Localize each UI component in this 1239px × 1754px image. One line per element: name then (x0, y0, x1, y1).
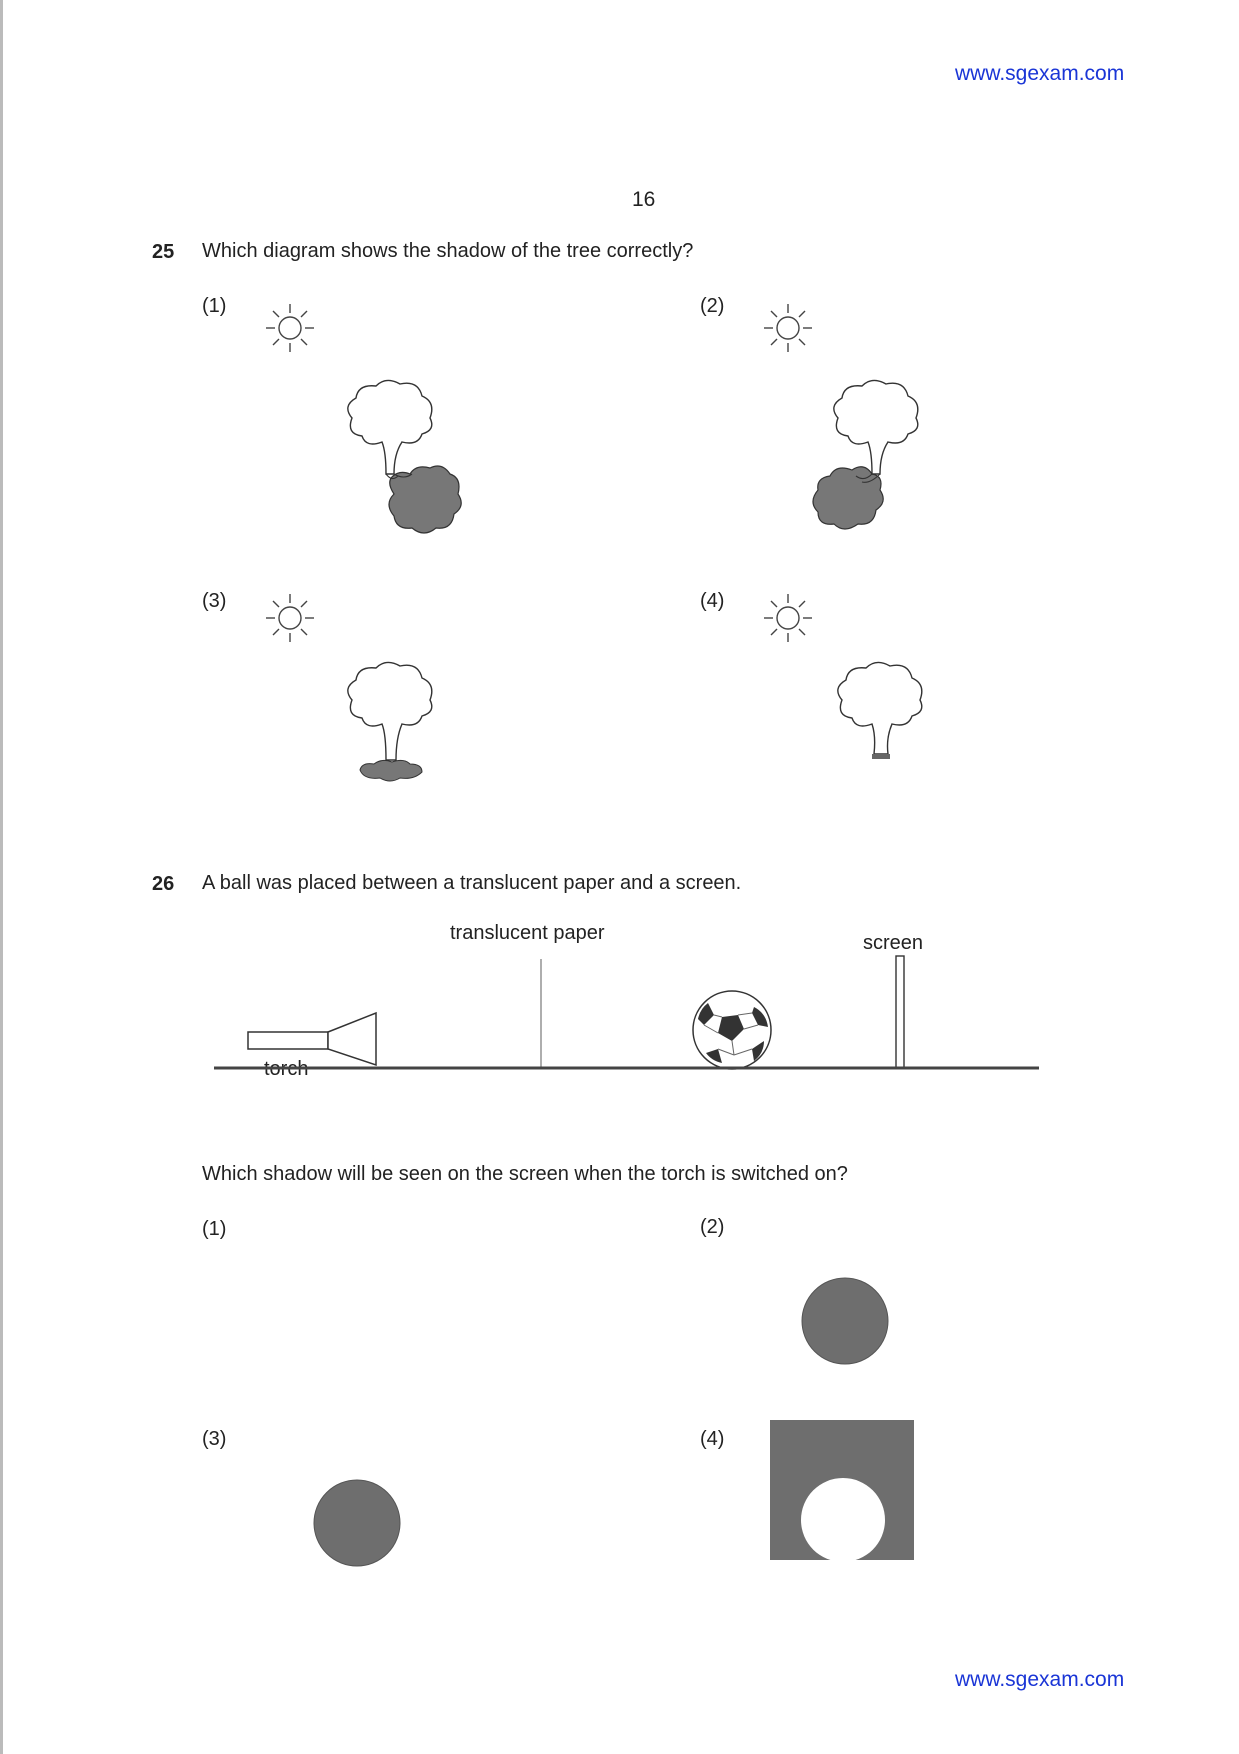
soccer-ball-icon (693, 991, 771, 1069)
sun-icon-1 (262, 300, 318, 356)
q25-text: Which diagram shows the shadow of the tree correctly? (202, 240, 694, 262)
website-footer-link[interactable]: www.sgexam.com (955, 1668, 1125, 1691)
q25-option-4-label[interactable]: (4) (700, 590, 725, 612)
q25-number: 25 (152, 241, 175, 263)
website-header-link[interactable]: www.sgexam.com (955, 62, 1125, 85)
label-torch: torch (264, 1058, 309, 1080)
scan-edge (0, 0, 3, 1754)
tree-diagram-option-4 (828, 660, 948, 780)
q25-option-2-label[interactable]: (2) (700, 295, 725, 317)
q26-option-4-label[interactable]: (4) (700, 1428, 725, 1450)
shadow-option-4-square-with-light-circle (770, 1420, 914, 1560)
q25-option-3-label[interactable]: (3) (202, 590, 227, 612)
page-number: 16 (632, 188, 656, 211)
screen-board (896, 956, 904, 1068)
q26-number: 26 (152, 873, 175, 895)
tree-diagram-option-1 (338, 378, 478, 538)
sun-icon-3 (262, 590, 318, 646)
torch-icon (248, 1013, 376, 1065)
sun-icon-4 (760, 590, 816, 646)
tree-diagram-option-2 (808, 378, 948, 538)
q26-option-1-label[interactable]: (1) (202, 1218, 227, 1240)
sun-icon-2 (760, 300, 816, 356)
q26-option-2-label[interactable]: (2) (700, 1216, 725, 1238)
label-screen: screen (863, 932, 924, 954)
q25-option-1-label[interactable]: (1) (202, 295, 227, 317)
tree-diagram-option-3 (338, 660, 458, 790)
shadow-option-3-dark-circle (312, 1478, 402, 1568)
shadow-option-2-dark-circle (800, 1276, 890, 1366)
q26-sub-question: Which shadow will be seen on the screen when the torch is switched on? (202, 1163, 848, 1185)
q26-text: A ball was placed between a translucent paper and a screen. (202, 872, 742, 894)
q26-setup-diagram (214, 945, 1044, 1065)
label-translucent-paper: translucent paper (450, 922, 605, 944)
q26-option-3-label[interactable]: (3) (202, 1428, 227, 1450)
